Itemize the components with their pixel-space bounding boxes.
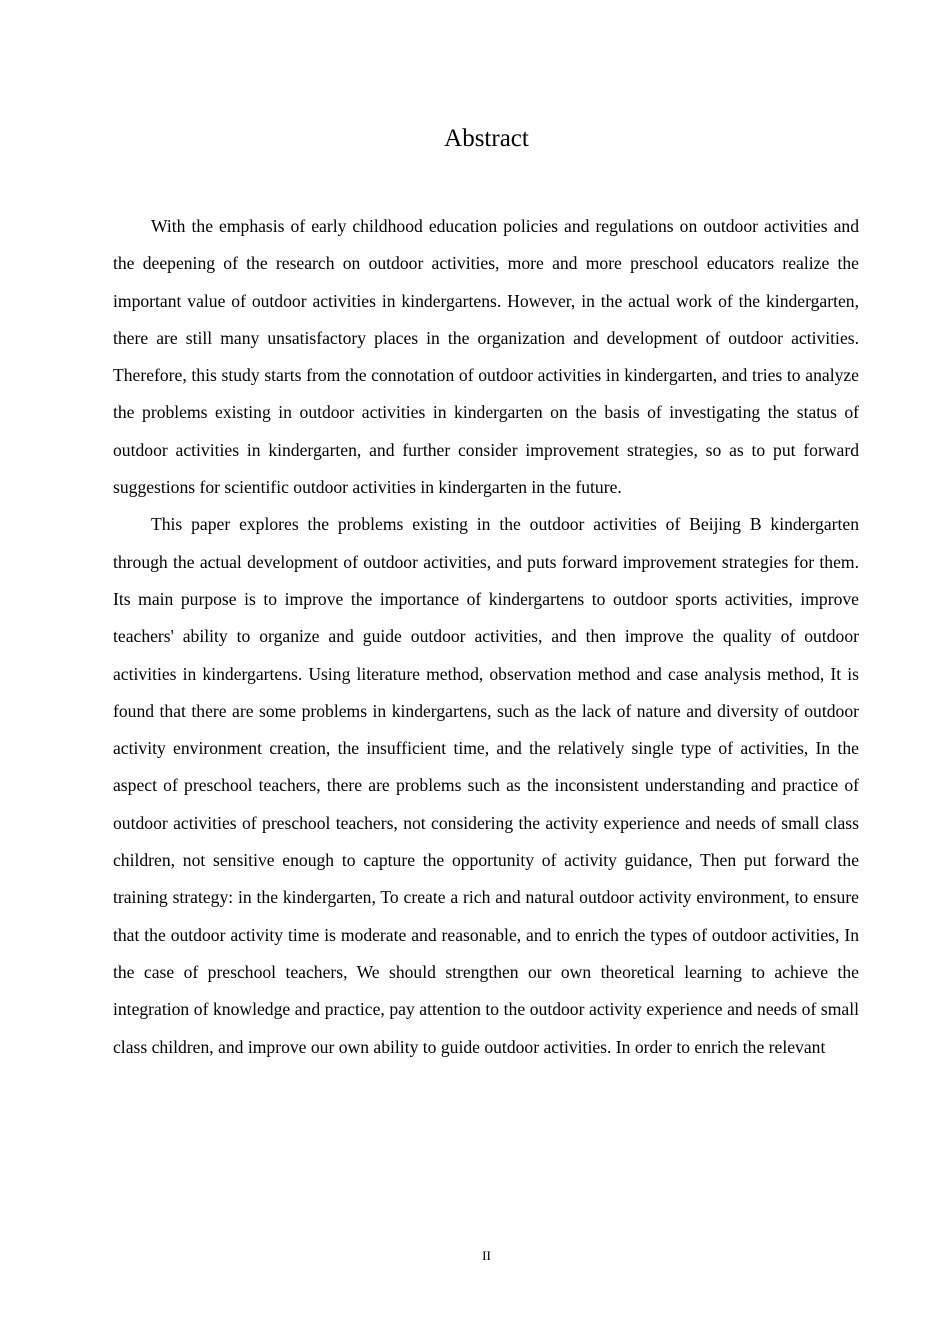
abstract-paragraph-1: With the emphasis of early childhood education policies and regulations on outdoor activities and the deepening of the research on outdoor activities, more and more preschool educators realize the important value of outdoor activities in kindergartens. However, in the actual work of the kindergarten, there are still many unsatisfactory places in the organization and development of outdoor activities. Therefore, this study starts from the connotation of outdoor activities in kindergarten, and tries to analyze the problems existing in outdoor activities in kindergarten on the basis of investigating the status of outdoor activities in kindergarten, and further consider improvement strategies, so as to put forward suggestions for scientific outdoor activities in kindergarten in the future. bbox=[113, 216, 859, 498]
abstract-body bbox=[113, 208, 859, 1066]
abstract-title: Abstract bbox=[444, 125, 529, 152]
abstract-paragraph-2: This paper explores the problems existing in the outdoor activities of Beijing B kindergarten through the actual development of outdoor activities, and puts forward improvement strategies for them. Its main purpose is to improve the importance of kindergartens to outdoor sports activities, improve teachers' ability to organize and guide outdoor activities, and then improve the quality of outdoor activities in kindergartens. Using literature method, observation method and case analysis method, It is found that there are some problems in kindergartens, such as the lack of nature and diversity of outdoor activity environment creation, the insufficient time, and the relatively single type of activities, In the aspect of preschool teachers, there are problems such as the inconsistent understanding and practice of outdoor activities of preschool teachers, not considering the activity experience and needs of small class children, not sensitive enough to capture the opportunity of activity guidance, Then put forward the training strategy: in the kindergarten, To create a rich and natural outdoor activity environment, to ensure that the outdoor activity time is moderate and reasonable, and to enrich the types of outdoor activities, In the case of preschool teachers, We should strengthen our own theoretical learning to achieve the integration of knowledge and practice, pay attention to the outdoor activity experience and needs of small class children, and improve our own ability to guide outdoor activities. In order to enrich the relevant bbox=[113, 514, 859, 1057]
page-number: II bbox=[482, 1248, 491, 1263]
